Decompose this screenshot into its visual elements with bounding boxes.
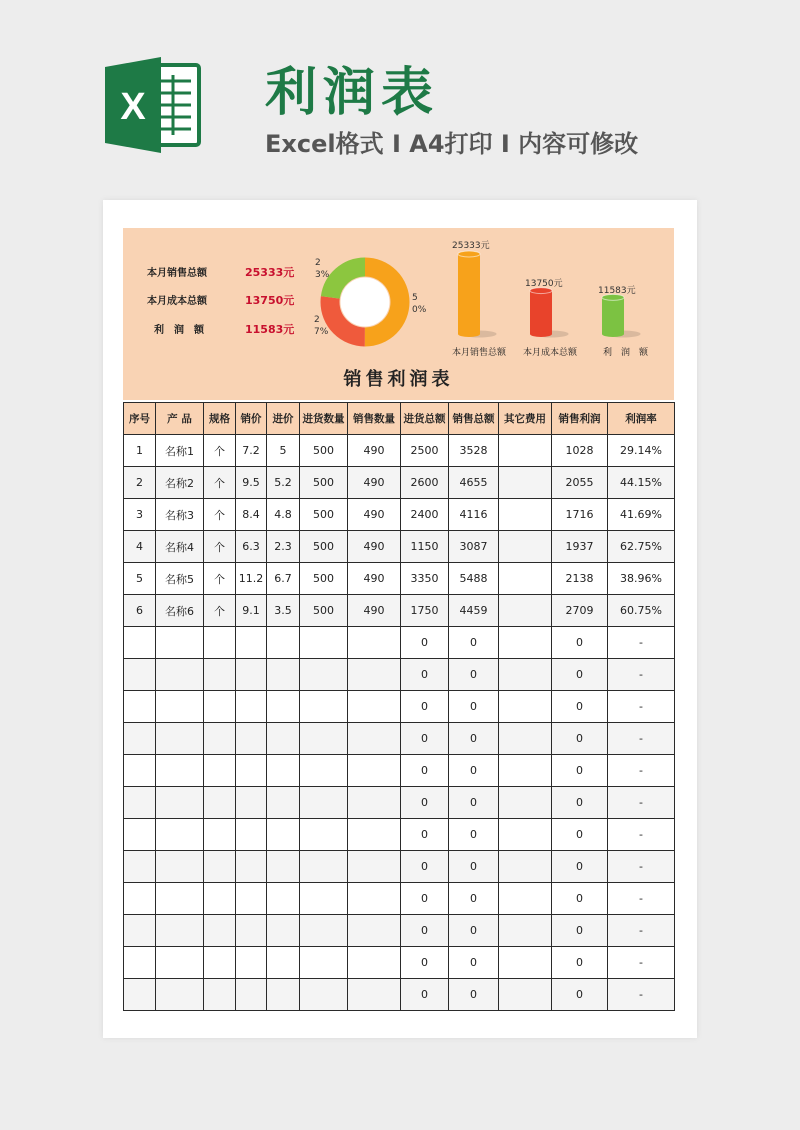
table-cell[interactable]	[348, 659, 401, 691]
table-cell[interactable]	[499, 819, 552, 851]
table-cell[interactable]: 0	[449, 659, 499, 691]
table-cell[interactable]: 62.75%	[608, 531, 675, 563]
table-cell[interactable]: -	[608, 819, 675, 851]
table-cell[interactable]: -	[608, 723, 675, 755]
table-row	[124, 691, 675, 723]
table-cell[interactable]: 0	[401, 787, 449, 819]
table-cell[interactable]	[267, 659, 300, 691]
column-header: 进货数量	[300, 403, 348, 435]
table-cell[interactable]	[156, 755, 204, 787]
table-cell[interactable]: 4459	[449, 595, 499, 627]
table-cell[interactable]: 5.2	[267, 467, 300, 499]
table-cell[interactable]	[267, 627, 300, 659]
table-cell[interactable]: 2	[124, 467, 156, 499]
donut-label-1: 50%	[412, 293, 427, 315]
table-cell[interactable]: 1716	[552, 499, 608, 531]
table-cell[interactable]: 0	[401, 947, 449, 979]
table-cell[interactable]: 个	[204, 595, 236, 627]
table-cell[interactable]: 44.15%	[608, 467, 675, 499]
table-cell[interactable]: 490	[348, 499, 401, 531]
bar-label-cost: 本月成本总额	[523, 348, 578, 358]
table-row	[124, 531, 675, 563]
table-row	[124, 467, 675, 499]
table-cell[interactable]: 名称1	[156, 435, 204, 467]
table-cell[interactable]: -	[608, 947, 675, 979]
table-cell[interactable]: -	[608, 915, 675, 947]
bar-value-sales: 25333元	[452, 241, 490, 251]
table-cell[interactable]	[300, 691, 348, 723]
table-cell[interactable]: 490	[348, 563, 401, 595]
table-cell[interactable]: 9.5	[236, 467, 267, 499]
table-cell[interactable]	[236, 723, 267, 755]
table-cell[interactable]	[124, 787, 156, 819]
svg-text:X: X	[120, 86, 146, 128]
table-cell[interactable]: 名称5	[156, 563, 204, 595]
table-cell[interactable]	[267, 947, 300, 979]
table-cell[interactable]	[267, 819, 300, 851]
table-cell[interactable]: 4	[124, 531, 156, 563]
column-header: 产 品	[156, 403, 204, 435]
column-header: 销售利润	[552, 403, 608, 435]
table-cell[interactable]: 0	[552, 659, 608, 691]
table-header-row	[124, 403, 675, 435]
table-row	[124, 851, 675, 883]
table-cell[interactable]: 1028	[552, 435, 608, 467]
table-cell[interactable]: -	[608, 979, 675, 1011]
table-cell[interactable]	[300, 627, 348, 659]
table-cell[interactable]	[267, 883, 300, 915]
table-cell[interactable]	[236, 819, 267, 851]
table-cell[interactable]: 0	[401, 659, 449, 691]
table-cell[interactable]: 0	[449, 851, 499, 883]
table-cell[interactable]	[300, 755, 348, 787]
table-cell[interactable]	[499, 755, 552, 787]
table-cell[interactable]: 2500	[401, 435, 449, 467]
bar-cylinder	[530, 288, 569, 338]
table-row	[124, 499, 675, 531]
table-cell[interactable]: 0	[401, 723, 449, 755]
table-cell[interactable]: 0	[552, 851, 608, 883]
summary-label-profit: 利 润 额	[154, 325, 204, 336]
table-cell[interactable]	[348, 915, 401, 947]
table-cell[interactable]	[204, 627, 236, 659]
table-cell[interactable]	[348, 723, 401, 755]
table-row	[124, 595, 675, 627]
column-header: 利润率	[608, 403, 675, 435]
column-header: 其它费用	[499, 403, 552, 435]
table-cell[interactable]: 2055	[552, 467, 608, 499]
table-row	[124, 787, 675, 819]
table-cell[interactable]	[267, 915, 300, 947]
table-cell[interactable]: 0	[552, 979, 608, 1011]
table-cell[interactable]: 0	[449, 947, 499, 979]
table-cell[interactable]: 0	[401, 915, 449, 947]
table-cell[interactable]: 500	[300, 595, 348, 627]
table-cell[interactable]: 个	[204, 531, 236, 563]
table-cell[interactable]: 0	[552, 755, 608, 787]
column-header: 规格	[204, 403, 236, 435]
table-cell[interactable]: -	[608, 851, 675, 883]
table-cell[interactable]: 名称4	[156, 531, 204, 563]
table-cell[interactable]: -	[608, 755, 675, 787]
table-cell[interactable]	[204, 723, 236, 755]
table-row	[124, 755, 675, 787]
table-cell[interactable]: 60.75%	[608, 595, 675, 627]
table-cell[interactable]: -	[608, 691, 675, 723]
table-cell[interactable]	[300, 723, 348, 755]
table-cell[interactable]	[124, 915, 156, 947]
table-cell[interactable]	[124, 755, 156, 787]
table-cell[interactable]	[267, 787, 300, 819]
bar-cylinder	[458, 251, 497, 338]
table-cell[interactable]	[204, 691, 236, 723]
table-cell[interactable]	[236, 787, 267, 819]
table-cell[interactable]	[156, 979, 204, 1011]
table-row	[124, 915, 675, 947]
table-row	[124, 723, 675, 755]
table-cell[interactable]: 个	[204, 563, 236, 595]
table-cell[interactable]: 6.3	[236, 531, 267, 563]
table-cell[interactable]	[267, 691, 300, 723]
table-cell[interactable]	[499, 435, 552, 467]
table-cell[interactable]: 0	[401, 883, 449, 915]
table-cell[interactable]: 0	[449, 787, 499, 819]
column-header: 进价	[267, 403, 300, 435]
table-cell[interactable]	[499, 883, 552, 915]
table-cell[interactable]: 5488	[449, 563, 499, 595]
table-cell[interactable]: 名称2	[156, 467, 204, 499]
table-cell[interactable]: 0	[449, 915, 499, 947]
summary-label-cost: 本月成本总额	[147, 296, 207, 307]
table-cell[interactable]	[236, 947, 267, 979]
table-cell[interactable]: 3	[124, 499, 156, 531]
table-cell[interactable]: 1937	[552, 531, 608, 563]
table-cell[interactable]	[267, 851, 300, 883]
excel-logo-icon	[103, 55, 203, 155]
table-cell[interactable]	[348, 627, 401, 659]
table-cell[interactable]: 3087	[449, 531, 499, 563]
column-header: 销价	[236, 403, 267, 435]
table-cell[interactable]	[236, 659, 267, 691]
table-row	[124, 819, 675, 851]
table-cell[interactable]: 0	[552, 787, 608, 819]
table-cell[interactable]	[499, 467, 552, 499]
table-cell[interactable]: 0	[401, 755, 449, 787]
table-cell[interactable]	[348, 755, 401, 787]
table-cell[interactable]	[236, 883, 267, 915]
column-header: 销售数量	[348, 403, 401, 435]
table-cell[interactable]	[499, 595, 552, 627]
donut-hole	[341, 278, 390, 327]
table-cell[interactable]: 0	[449, 723, 499, 755]
sheet-title: 销售利润表	[343, 369, 454, 390]
table-cell[interactable]	[204, 883, 236, 915]
table-cell[interactable]	[499, 947, 552, 979]
table-cell[interactable]	[236, 979, 267, 1011]
table-cell[interactable]	[300, 883, 348, 915]
table-cell[interactable]	[499, 851, 552, 883]
table-cell[interactable]: 4655	[449, 467, 499, 499]
table-cell[interactable]	[300, 851, 348, 883]
table-cell[interactable]: 名称3	[156, 499, 204, 531]
summary-value-sales: 25333元	[245, 266, 295, 279]
table-cell[interactable]: 4.8	[267, 499, 300, 531]
table-cell[interactable]	[156, 915, 204, 947]
page-subtitle: Excel格式 I A4打印 I 内容可修改	[265, 130, 639, 158]
table-cell[interactable]	[124, 691, 156, 723]
table-cell[interactable]: 6.7	[267, 563, 300, 595]
table-cell[interactable]	[236, 627, 267, 659]
table-cell[interactable]	[300, 979, 348, 1011]
table-cell[interactable]: 0	[552, 915, 608, 947]
table-cell[interactable]	[267, 723, 300, 755]
table-cell[interactable]: 2138	[552, 563, 608, 595]
table-cell[interactable]: 0	[449, 691, 499, 723]
table-cell[interactable]	[156, 851, 204, 883]
table-cell[interactable]: 1	[124, 435, 156, 467]
table-cell[interactable]: 0	[401, 627, 449, 659]
summary-label-sales: 本月销售总额	[147, 268, 207, 279]
table-cell[interactable]	[348, 947, 401, 979]
bar-cylinder	[602, 294, 641, 337]
table-cell[interactable]	[204, 979, 236, 1011]
table-cell[interactable]	[348, 851, 401, 883]
table-cell[interactable]: 0	[449, 755, 499, 787]
table-cell[interactable]	[124, 979, 156, 1011]
table-cell[interactable]: 3350	[401, 563, 449, 595]
table-cell[interactable]: 0	[552, 691, 608, 723]
table-cell[interactable]: 490	[348, 435, 401, 467]
table-cell[interactable]: 41.69%	[608, 499, 675, 531]
bar-value-profit: 11583元	[598, 286, 636, 296]
table-cell[interactable]: -	[608, 659, 675, 691]
table-cell[interactable]: 500	[300, 499, 348, 531]
table-row	[124, 947, 675, 979]
table-cell[interactable]	[124, 851, 156, 883]
table-cell[interactable]: 1150	[401, 531, 449, 563]
table-cell[interactable]: 4116	[449, 499, 499, 531]
table-cell[interactable]	[499, 915, 552, 947]
table-cell[interactable]	[156, 883, 204, 915]
table-cell[interactable]: 3528	[449, 435, 499, 467]
table-cell[interactable]: 8.4	[236, 499, 267, 531]
table-cell[interactable]: 7.2	[236, 435, 267, 467]
table-cell[interactable]: 11.2	[236, 563, 267, 595]
table-cell[interactable]	[499, 787, 552, 819]
table-cell[interactable]: 个	[204, 467, 236, 499]
table-cell[interactable]	[499, 531, 552, 563]
table-cell[interactable]	[204, 755, 236, 787]
table-cell[interactable]	[236, 851, 267, 883]
table-cell[interactable]: 0	[401, 819, 449, 851]
summary-value-profit: 11583元	[245, 323, 295, 336]
table-cell[interactable]	[499, 979, 552, 1011]
table-cell[interactable]: 0	[401, 979, 449, 1011]
table-row	[124, 563, 675, 595]
table-cell[interactable]	[348, 979, 401, 1011]
column-header: 进货总额	[401, 403, 449, 435]
table-cell[interactable]: 2400	[401, 499, 449, 531]
table-cell[interactable]: 500	[300, 531, 348, 563]
page-title: 利润表	[265, 63, 440, 123]
table-cell[interactable]: 0	[552, 723, 608, 755]
table-cell[interactable]	[124, 819, 156, 851]
table-cell[interactable]	[348, 819, 401, 851]
table-cell[interactable]	[204, 659, 236, 691]
table-cell[interactable]	[124, 723, 156, 755]
table-cell[interactable]	[499, 563, 552, 595]
table-cell[interactable]: 0	[449, 883, 499, 915]
table-cell[interactable]	[156, 819, 204, 851]
table-cell[interactable]: 1750	[401, 595, 449, 627]
table-cell[interactable]	[267, 755, 300, 787]
table-cell[interactable]	[204, 915, 236, 947]
table-cell[interactable]	[156, 787, 204, 819]
table-cell[interactable]	[236, 915, 267, 947]
column-header: 序号	[124, 403, 156, 435]
table-cell[interactable]: 名称6	[156, 595, 204, 627]
column-header: 销售总额	[449, 403, 499, 435]
table-cell[interactable]	[348, 691, 401, 723]
table-row	[124, 659, 675, 691]
table-cell[interactable]	[124, 883, 156, 915]
table-cell[interactable]: 38.96%	[608, 563, 675, 595]
table-cell[interactable]: 0	[401, 691, 449, 723]
table-cell[interactable]: 个	[204, 499, 236, 531]
table-cell[interactable]	[499, 627, 552, 659]
table-cell[interactable]: 29.14%	[608, 435, 675, 467]
table-cell[interactable]	[124, 627, 156, 659]
table-cell[interactable]	[348, 883, 401, 915]
summary-value-cost: 13750元	[245, 294, 295, 307]
table-cell[interactable]	[156, 723, 204, 755]
table-cell[interactable]	[156, 659, 204, 691]
table-cell[interactable]	[236, 691, 267, 723]
table-cell[interactable]	[236, 755, 267, 787]
sales-profit-table	[123, 402, 675, 1011]
table-cell[interactable]	[204, 819, 236, 851]
table-cell[interactable]: 490	[348, 531, 401, 563]
table-row	[124, 979, 675, 1011]
bar-label-profit: 利 润 额	[603, 348, 649, 358]
table-cell[interactable]	[156, 947, 204, 979]
table-cell[interactable]	[124, 947, 156, 979]
table-cell[interactable]: 5	[124, 563, 156, 595]
table-cell[interactable]: 9.1	[236, 595, 267, 627]
table-cell[interactable]: 490	[348, 595, 401, 627]
donut-label-2: 27%	[314, 315, 329, 337]
table-cell[interactable]	[348, 787, 401, 819]
table-cell[interactable]: 0	[552, 819, 608, 851]
table-cell[interactable]: 3.5	[267, 595, 300, 627]
bar-value-cost: 13750元	[525, 279, 563, 289]
table-cell[interactable]	[204, 787, 236, 819]
table-cell[interactable]: -	[608, 627, 675, 659]
table-cell[interactable]	[499, 499, 552, 531]
table-cell[interactable]: 0	[552, 627, 608, 659]
table-cell[interactable]: 0	[552, 883, 608, 915]
table-cell[interactable]	[156, 691, 204, 723]
table-cell[interactable]: 500	[300, 435, 348, 467]
donut-label-3: 23%	[315, 258, 330, 280]
table-cell[interactable]: 0	[401, 851, 449, 883]
table-row	[124, 435, 675, 467]
table-cell[interactable]	[499, 659, 552, 691]
table-cell[interactable]: 0	[552, 947, 608, 979]
table-cell[interactable]: 2.3	[267, 531, 300, 563]
table-cell[interactable]: 0	[449, 819, 499, 851]
table-cell[interactable]	[499, 691, 552, 723]
table-cell[interactable]: 6	[124, 595, 156, 627]
table-cell[interactable]: 0	[449, 979, 499, 1011]
table-cell[interactable]	[267, 979, 300, 1011]
table-cell[interactable]	[300, 787, 348, 819]
table-cell[interactable]	[300, 659, 348, 691]
table-row	[124, 883, 675, 915]
table-cell[interactable]: 490	[348, 467, 401, 499]
table-cell[interactable]: 500	[300, 467, 348, 499]
bar-label-sales: 本月销售总额	[452, 348, 507, 358]
table-cell[interactable]	[499, 723, 552, 755]
table-cell[interactable]: 5	[267, 435, 300, 467]
table-cell[interactable]: 0	[449, 627, 499, 659]
table-cell[interactable]: 个	[204, 435, 236, 467]
table-cell[interactable]: 2709	[552, 595, 608, 627]
table-cell[interactable]	[204, 851, 236, 883]
table-cell[interactable]	[204, 947, 236, 979]
table-cell[interactable]	[300, 947, 348, 979]
table-cell[interactable]: 500	[300, 563, 348, 595]
table-row	[124, 627, 675, 659]
table-cell[interactable]	[300, 915, 348, 947]
table-cell[interactable]	[124, 659, 156, 691]
table-cell[interactable]: -	[608, 787, 675, 819]
table-cell[interactable]	[156, 627, 204, 659]
donut-chart	[318, 255, 412, 349]
table-cell[interactable]: 2600	[401, 467, 449, 499]
table-cell[interactable]: -	[608, 883, 675, 915]
table-cell[interactable]	[300, 819, 348, 851]
